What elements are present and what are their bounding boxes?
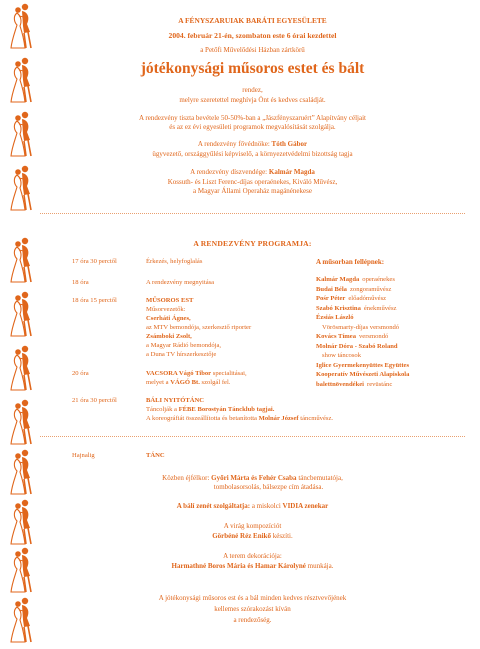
host-2-desc-2: a Duna TV hírszerkesztője bbox=[146, 351, 217, 358]
performer-desc: operaénekes bbox=[362, 276, 395, 283]
dancing-couple-icon bbox=[8, 498, 36, 547]
midnight-c: táncbemutatója, bbox=[298, 474, 343, 482]
invite-line: melyre szeretettel meghívja Önt és kedves családját. bbox=[179, 96, 326, 104]
event-date: 2004. február 21-én, szombaton este 6 órai kezdettel bbox=[168, 31, 337, 40]
deco-c: munkája. bbox=[307, 562, 334, 570]
host-2-desc-1: a Magyar Rádió bemondója, bbox=[146, 342, 222, 349]
performer-name: Szabó Krisztina bbox=[316, 304, 361, 312]
proceeds-line-1: A rendezvény tiszta bevétele 50-50%-ban a „Jászfényszaruért” Alapítvány céljait bbox=[138, 114, 366, 122]
performer-name: Kalmár Magda bbox=[316, 276, 360, 283]
performer-item bbox=[316, 333, 388, 342]
performers-title: A műsorban fellépnek: bbox=[316, 258, 385, 266]
divider bbox=[40, 436, 465, 437]
performer-name: Molnár Dóra - Szabó Roland bbox=[316, 342, 398, 350]
performer-item bbox=[322, 324, 399, 333]
org-name: A FÉNYSZARUIAK BARÁTI EGYESÜLETE bbox=[178, 16, 327, 25]
performer-item bbox=[316, 381, 392, 390]
deco-line bbox=[40, 562, 465, 571]
performer-item bbox=[316, 314, 354, 323]
ball-line-2 bbox=[146, 415, 333, 424]
flowers-label: A virág kompozíciót bbox=[223, 522, 282, 530]
closing-line-1: A jótékonysági műsoros est és a bál minden kedves résztvevőjének bbox=[158, 594, 347, 602]
late-time: Hajnalig bbox=[72, 452, 95, 459]
dancing-couple-icon bbox=[8, 56, 36, 105]
program-time: 18 óra 15 perctől bbox=[72, 297, 117, 304]
divider bbox=[40, 213, 465, 214]
midnight-line-1 bbox=[40, 474, 465, 483]
dancing-couple-icon bbox=[8, 596, 36, 645]
performer-name: Pośr Péter bbox=[316, 295, 346, 302]
flowers-name: Görbéné Réz Enikő bbox=[212, 532, 271, 540]
dinner-2-c: szolgál fel. bbox=[201, 379, 231, 386]
performer-name: Iglice Gyermekenyüttes Együttes bbox=[316, 361, 410, 369]
late-details bbox=[40, 470, 465, 640]
ball-1-a: Táncolják a bbox=[146, 406, 177, 413]
performer-name: Budai Béla bbox=[316, 285, 347, 293]
dinner-caterer: VÁGÓ Bt. bbox=[170, 379, 200, 386]
performer-desc: show táncosok bbox=[322, 352, 362, 359]
host-1-desc: az MTV bemondója, szerkesztő riporter bbox=[146, 324, 252, 331]
patron-line bbox=[40, 140, 465, 149]
late-title: TÁNC bbox=[146, 452, 165, 459]
ball-dancers: FÉBE Borostyán Táncklub tagjai. bbox=[178, 406, 275, 413]
hosts-intro: Műsorvezetők: bbox=[146, 306, 186, 313]
dinner-line-1 bbox=[146, 370, 247, 379]
performer-name: balettnövendékei bbox=[316, 380, 364, 388]
flowers-line bbox=[40, 532, 465, 541]
ball-line-1 bbox=[146, 406, 274, 415]
program-text: A rendezvény megnyitása bbox=[146, 279, 215, 286]
performer-name: Kooperatív Művészeti Alapiskola bbox=[316, 371, 410, 378]
guest-label: A rendezvény díszvendége: bbox=[190, 168, 268, 176]
midnight-dancers: Győri Márta és Fehér Csaba bbox=[211, 474, 297, 482]
performer-item bbox=[316, 362, 409, 371]
flowers-c: készíti. bbox=[272, 532, 293, 540]
performer-name: Ézsiás László bbox=[316, 314, 354, 321]
dinner-2-a: melyet a bbox=[146, 379, 169, 386]
guest-desc-1: Kossuth- és Liszt Ferenc-díjas operaénekes, Kiváló Művész, bbox=[167, 178, 338, 186]
performer-desc: előadóművész bbox=[348, 295, 387, 302]
program-title: A RENDEZVÉNY PROGRAMJA: bbox=[193, 239, 312, 248]
patron-label: A rendezvény fővédnöke: bbox=[197, 140, 270, 148]
closing-line-3: a rendezőség. bbox=[233, 616, 272, 624]
performer-desc: zongoraművész bbox=[349, 285, 392, 293]
dinner-rest: specialitásai, bbox=[212, 370, 247, 377]
deco-names: Harmathné Boros Mária és Hamar Károlyné bbox=[171, 562, 306, 570]
performer-desc: énekművész bbox=[363, 304, 397, 312]
invitation-header bbox=[40, 0, 465, 212]
performer-item bbox=[316, 276, 395, 285]
ball-2-c: táncművész. bbox=[300, 415, 334, 422]
music-b: a miskolci bbox=[251, 502, 281, 510]
music-label: A bálí zenét szolgáltatja: bbox=[176, 502, 251, 510]
performer-desc: versmondó bbox=[359, 333, 389, 340]
music-line bbox=[40, 502, 465, 511]
performer-item bbox=[316, 343, 398, 352]
guest-line bbox=[40, 168, 465, 177]
dancing-couple-icon bbox=[8, 398, 36, 447]
program-text: Érkezés, helyfoglalás bbox=[146, 258, 203, 265]
ball-2-a: A koreográfiát összeállította és betanította bbox=[146, 415, 257, 422]
event-title: jótékonysági műsoros estet és bált bbox=[140, 60, 365, 77]
program-text: MŰSOROS EST bbox=[146, 297, 194, 304]
performer-item bbox=[316, 295, 386, 304]
patron-desc: ügyvezető, országgyűlési képviselő, a környezetvédelmi bizottság tagja bbox=[152, 150, 353, 158]
performer-item bbox=[316, 305, 396, 314]
dancing-couple-icon bbox=[8, 448, 36, 497]
performer-name: Kovács Tímea bbox=[316, 333, 356, 340]
midnight-line-2: tombolasorsolás, bálsezpe cím átadása. bbox=[213, 483, 324, 491]
deco-label: A terem dekorációja: bbox=[223, 552, 282, 560]
dinner-chef: VACSORA Vágó Tibor bbox=[146, 370, 212, 377]
dancing-couple-icon bbox=[8, 236, 36, 285]
proceeds-line-2: és az ez évi egyesületi programok megvalósítását szolgálja. bbox=[169, 123, 336, 131]
choreographer: Molnár József bbox=[258, 415, 299, 422]
performer-item bbox=[316, 371, 409, 380]
midnight-label: Közben éjfélkor: bbox=[162, 474, 210, 482]
performer-item bbox=[316, 286, 391, 295]
dinner-line-2 bbox=[146, 379, 230, 388]
music-band: VIDIA zenekar bbox=[282, 502, 329, 510]
patron-name: Tóth Gábor bbox=[271, 140, 308, 148]
guest-name: Kalmár Magda bbox=[268, 168, 315, 176]
guest-desc-2: a Magyar Állami Operaház magánénekese bbox=[193, 187, 312, 195]
host-2-name: Zsámboki Zsolt, bbox=[146, 333, 192, 340]
program-time: 18 óra bbox=[72, 279, 89, 286]
closing-line-2: kellemes szórakozást kíván bbox=[214, 605, 291, 613]
dancing-couple-icon bbox=[8, 164, 36, 213]
ball-time: 21 óra 30 perctől bbox=[72, 397, 117, 404]
dancing-couple-icon bbox=[8, 290, 36, 339]
dancing-couple-icon bbox=[8, 546, 36, 595]
dinner-time: 20 óra bbox=[72, 370, 89, 377]
host-1-name: Cserháti Ágnes, bbox=[146, 315, 191, 322]
dancing-couple-icon bbox=[8, 2, 36, 51]
performer-desc: Vörösmarty-díjas versmondó bbox=[322, 323, 400, 331]
venue-line: a Petőfi Művelődési Házban zártkörű bbox=[200, 46, 305, 54]
rendez-line: rendez, bbox=[242, 86, 263, 94]
dancing-couple-icon bbox=[8, 110, 36, 159]
performer-desc: revüstánc bbox=[367, 380, 393, 388]
program-time: 17 óra 30 perctől bbox=[72, 258, 117, 265]
dancing-couple-strip bbox=[8, 0, 36, 649]
dancing-couple-icon bbox=[8, 344, 36, 393]
performer-item bbox=[322, 352, 361, 361]
ball-title: BÁLI NYITÓTÁNC bbox=[146, 397, 205, 404]
